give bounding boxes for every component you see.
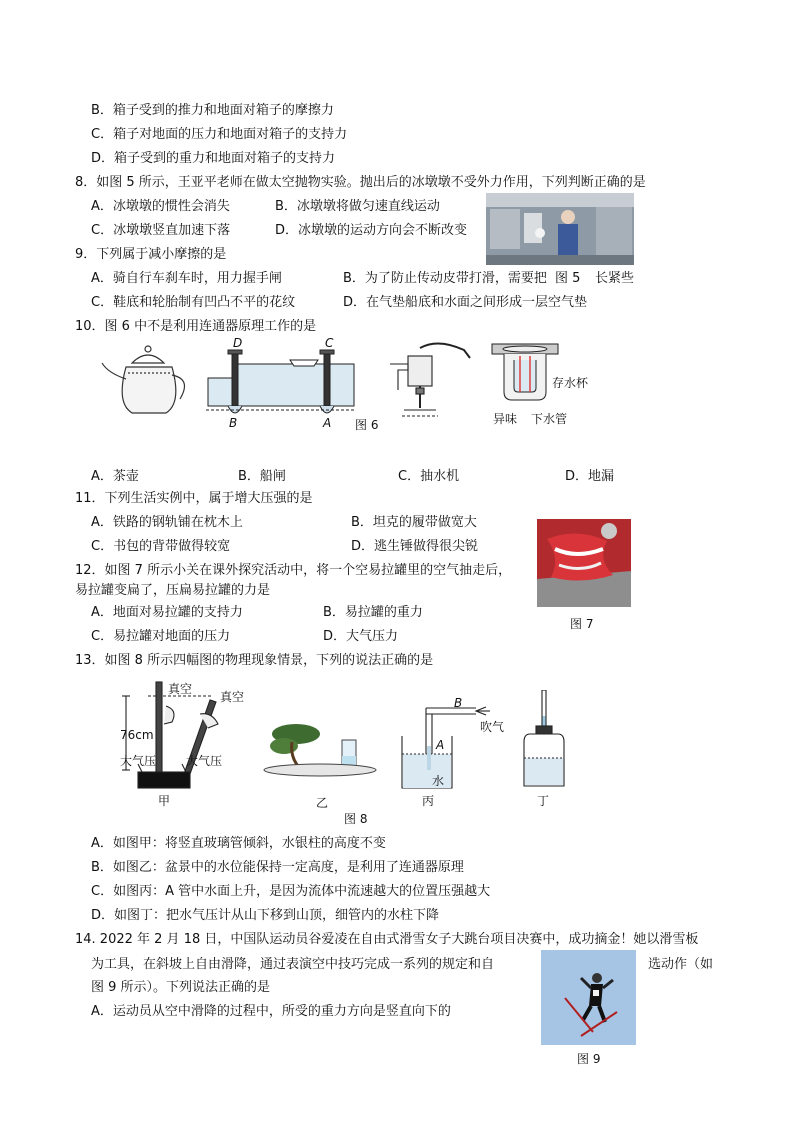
q9-stem: 9．下列属于减小摩擦的是 [75,247,227,262]
figure-7-caption: 图 7 [570,617,594,631]
lock-label-a: A [323,416,332,430]
floor-drain-figure [490,340,589,410]
q14-stem-line2b: 选动作（如 [648,957,714,972]
figure-8-ding-label: 丁 [537,794,550,808]
q7-option-d: D．箱子受到的重力和地面对箱子的支持力 [91,151,336,166]
q13-option-c: C．如图丙：A 管中水面上升，是因为流体中流速越大的位置压强越大 [91,884,491,899]
q9-option-b-tail: 长紧些 [595,271,635,286]
q13-option-a: A．如图甲：将竖直玻璃管倾斜，水银柱的高度不变 [91,836,386,851]
q14-stem-line2a: 为工具，在斜坡上自由滑降，通过表演空中技巧完成一系列的规定和自 [91,957,495,972]
figure-9-skier-photo [541,950,636,1045]
teapot-figure [100,343,192,418]
pipe-a-label: A [436,738,445,752]
q12-option-d: D．大气压力 [323,629,399,644]
figure-8-bing-label: 丙 [422,794,435,808]
q11-option-b: B．坦克的履带做宽大 [351,515,477,530]
q9-option-d: D．在气垫船底和水面之间形成一层空气垫 [343,295,588,310]
q8-option-b: B．冰墩墩将做匀速直线运动 [275,199,440,214]
drain-pipe-label: 下水管 [531,412,568,426]
figure-8-torricelli [112,678,252,808]
blow-label: 吹气 [480,720,505,734]
q14-option-a: A．运动员从空中滑降的过程中，所受的重力方向是竖直向下的 [91,1004,451,1019]
height-76cm-label: 76cm [120,728,154,742]
figure-8-blowing [398,694,518,808]
q11-option-c: C．书包的背带做得较宽 [91,539,231,554]
q13-option-d: D．如图丁：把水气压计从山下移到山顶，细管内的水柱下降 [91,908,440,923]
q8-option-d: D．冰墩墩的运动方向会不断改变 [275,223,468,238]
q10-stem: 10．图 6 中不是利用连通器原理工作的是 [75,319,317,334]
q10-option-a: A．茶壶 [91,469,139,484]
pipe-b-label: B [454,696,463,710]
q9-option-c: C．鞋底和轮胎制有凹凸不平的花纹 [91,295,296,310]
figure-8-yi-label: 乙 [316,796,329,810]
figure-6-caption: 图 6 [355,418,379,432]
figure-8-caption: 图 8 [344,812,368,826]
water-pump-figure [380,340,472,422]
q12-stem-line1: 12．如图 7 所示小关在课外探究活动中，将一个空易拉罐里的空气抽走后， [75,563,512,578]
figure-9-caption: 图 9 [577,1052,601,1066]
vacuum-label-1: 真空 [168,682,193,696]
q8-stem: 8．如图 5 所示，王亚平老师在做太空抛物实验。抛出后的冰墩墩不受外力作用，下列判断正确的是 [75,175,646,190]
q10-option-d: D．地漏 [565,469,615,484]
q12-stem-line2: 易拉罐变扁了，压扁易拉罐的力是 [75,583,271,598]
drain-cup-label: 存水杯 [552,376,589,390]
ship-lock-figure [206,338,356,430]
lock-label-b: B [229,416,238,430]
q8-option-a: A．冰墩墩的惯性会消失 [91,199,230,214]
atm-pressure-label-2: 大气压 [186,754,223,768]
lock-label-c: C [325,336,334,350]
water-label: 水 [432,774,445,788]
q11-option-d: D．逃生锤做得很尖锐 [351,539,479,554]
q11-stem: 11．下列生活实例中，属于增大压强的是 [75,491,313,506]
q9-option-a: A．骑自行车刹车时，用力握手闸 [91,271,282,286]
q12-option-b: B．易拉罐的重力 [323,605,423,620]
vacuum-label-2: 真空 [220,690,245,704]
q10-option-c: C．抽水机 [398,469,460,484]
q7-option-c: C．箱子对地面的压力和地面对箱子的支持力 [91,127,348,142]
q11-option-a: A．铁路的钢轨铺在枕木上 [91,515,243,530]
drain-odor-label: 异味 [493,412,518,426]
q12-option-c: C．易拉罐对地面的压力 [91,629,231,644]
q12-option-a: A．地面对易拉罐的支持力 [91,605,243,620]
figure-8-bonsai [262,722,380,808]
figure-8-jia-label: 甲 [158,794,171,808]
figure-8-barometer [520,690,570,808]
q10-option-b: B．船闸 [238,469,286,484]
q13-stem: 13．如图 8 所示四幅图的物理现象情景，下列的说法正确的是 [75,653,434,668]
figure-7-crushed-can-photo [537,519,631,607]
atm-pressure-label-1: 大气压 [120,754,157,768]
q13-option-b: B．如图乙：盆景中的水位能保持一定高度，是利用了连通器原理 [91,860,464,875]
lock-label-d: D [233,336,243,350]
q9-option-b: B．为了防止传动皮带打滑，需要把 [343,271,547,286]
figure-5-space-photo [486,193,634,265]
q7-option-b: B．箱子受到的推力和地面对箱子的摩擦力 [91,103,334,118]
q14-stem-line3: 图 9 所示）。下列说法正确的是 [91,980,271,995]
figure-5-caption: 图 5 [555,271,581,286]
q8-option-c: C．冰墩墩竖直加速下落 [91,223,231,238]
q14-stem-line1: 14. 2022 年 2 月 18 日，中国队运动员谷爱凌在自由式滑雪女子大跳台项目决赛中，成功摘金！她以滑雪板 [75,932,699,947]
